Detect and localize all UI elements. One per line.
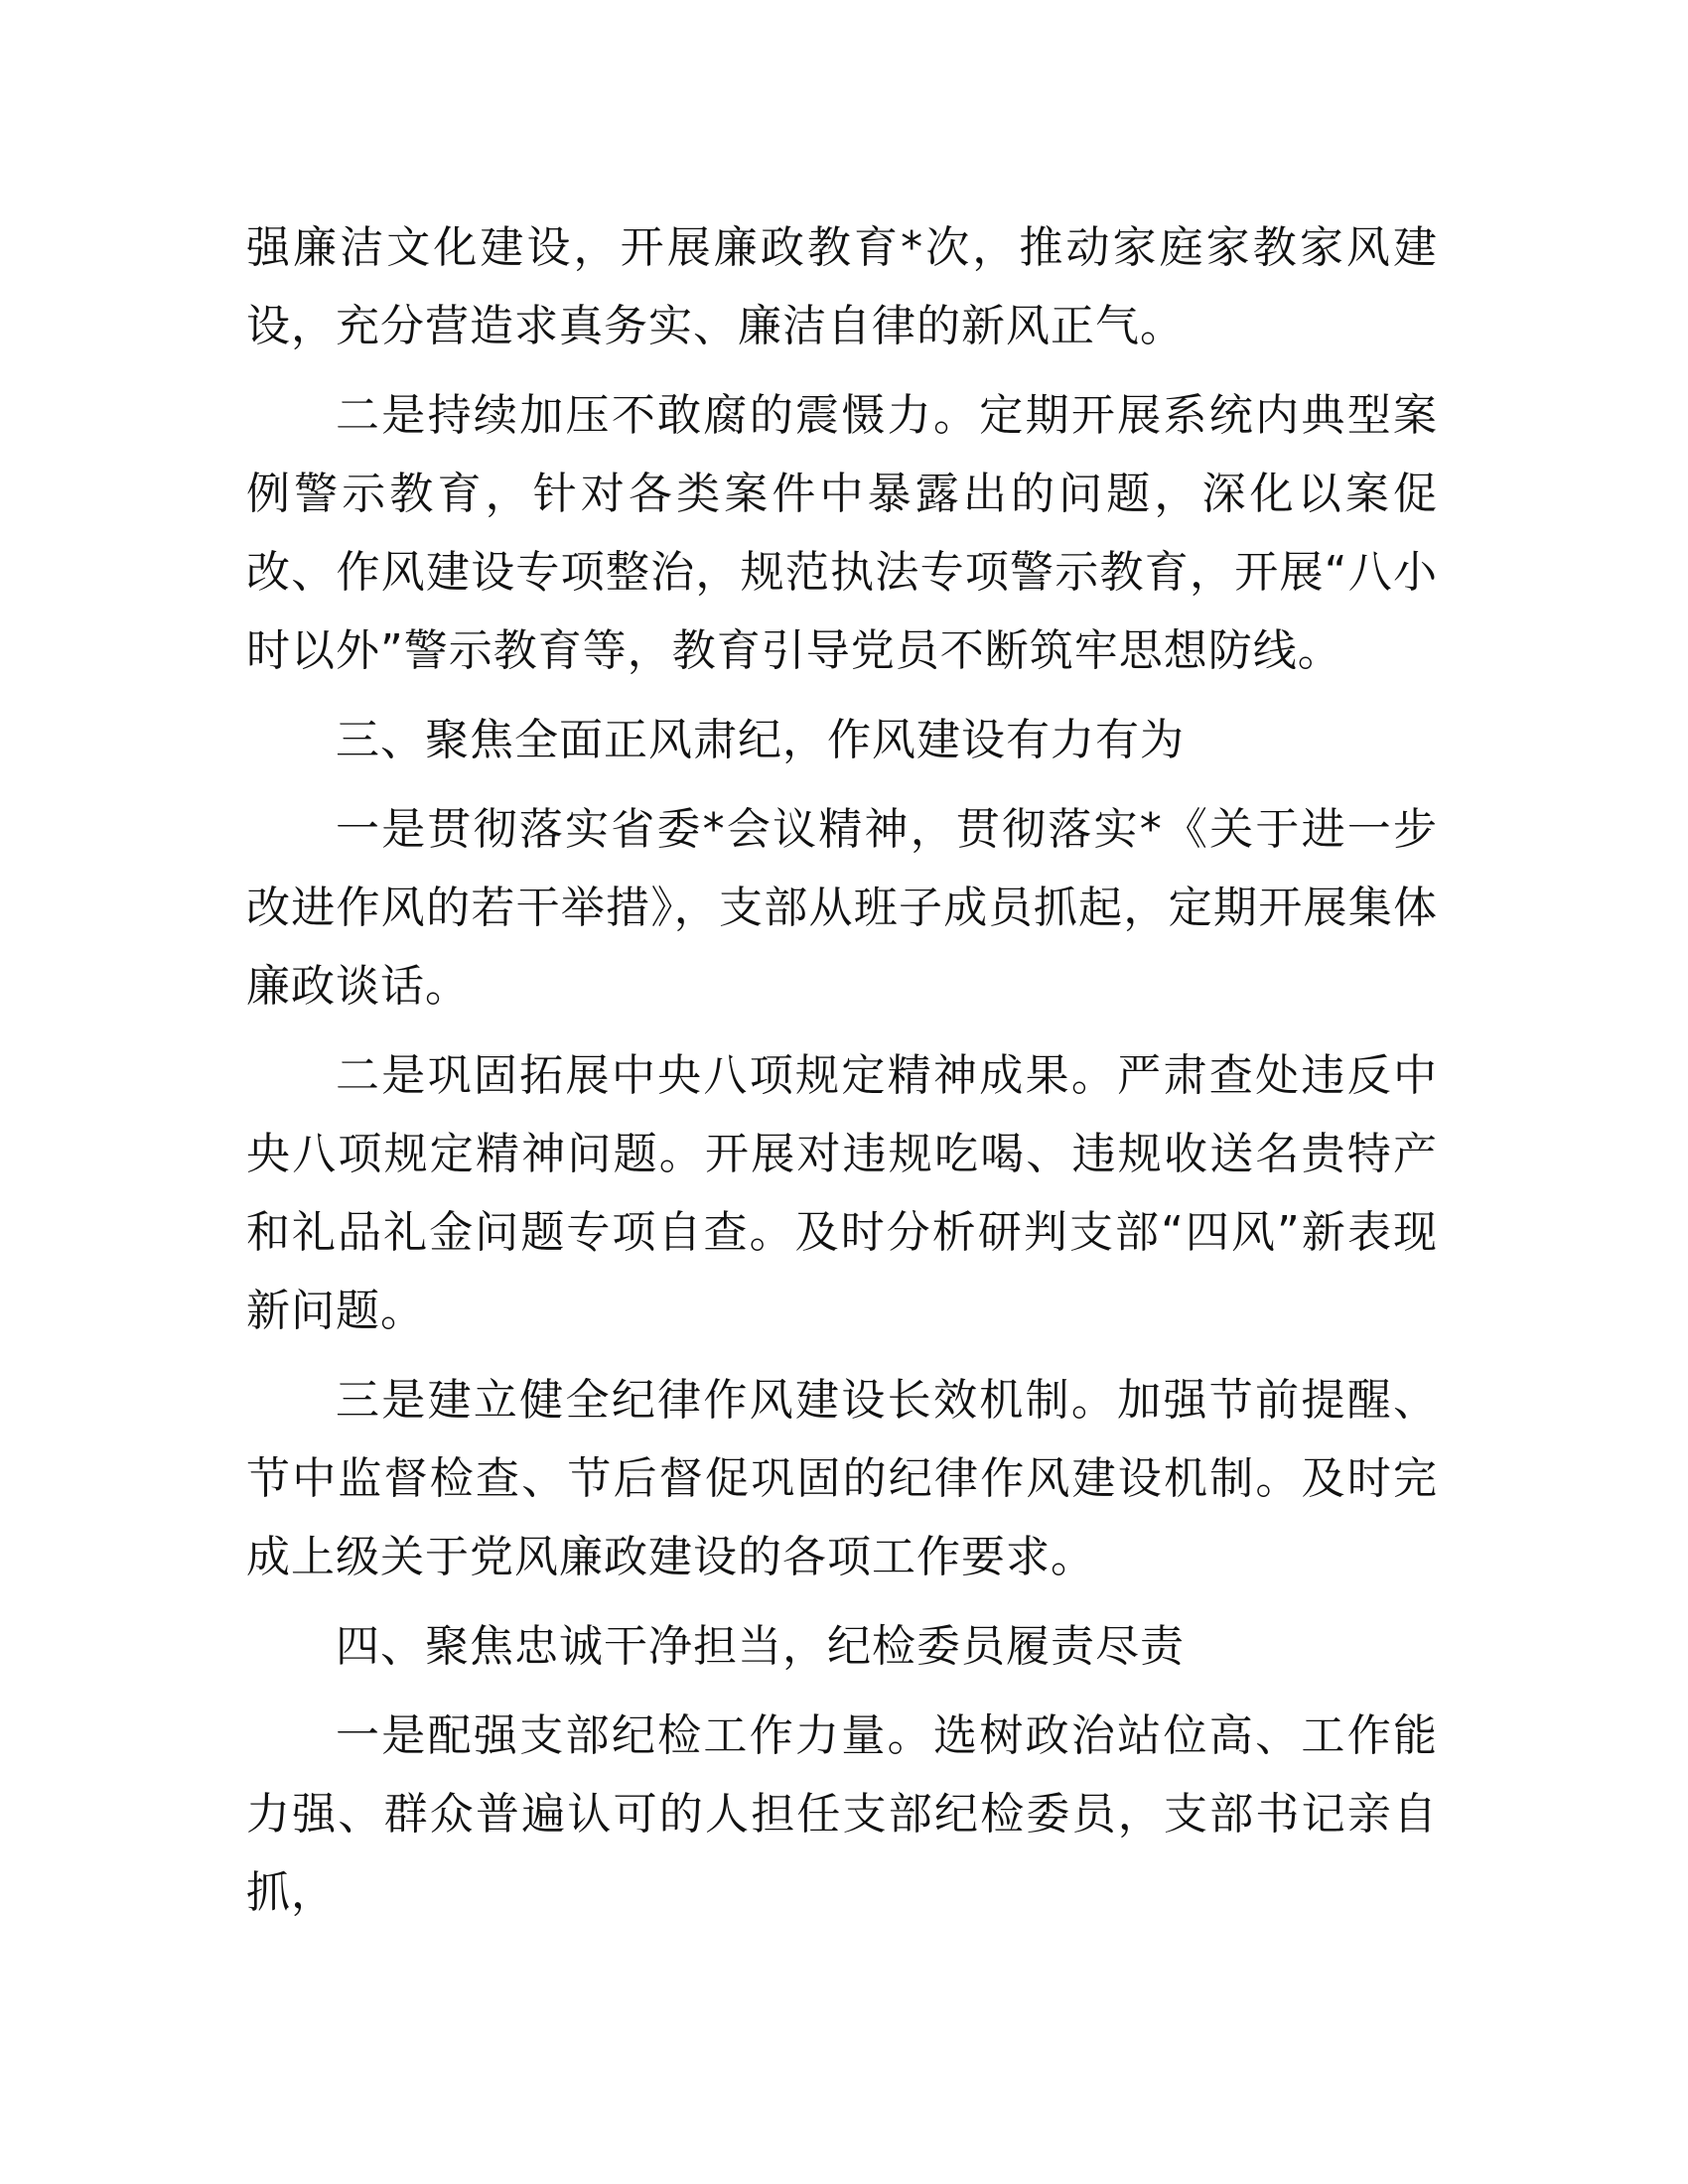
paragraph-continuation: 强廉洁文化建设，开展廉政教育*次，推动家庭家教家风建设，充分营造求真务实、廉洁自律的新风正气。 bbox=[246, 222, 1438, 351]
paragraph-item-1-implementation: 一是贯彻落实省委*会议精神，贯彻落实*《关于进一步改进作风的若干举措》，支部从班子成员抓起，定期开展集体廉政谈话。 bbox=[246, 804, 1438, 1012]
paragraph-item-2-eight-rules: 二是巩固拓展中央八项规定精神成果。严肃查处违反中央八项规定精神问题。开展对违规吃喝、违规收送名贵特产和礼品礼金问题专项自查。及时分析研判支部“四风”新表现新问题。 bbox=[246, 1050, 1438, 1336]
section-heading-3: 三、聚焦全面正风肃纪，作风建设有力有为 bbox=[336, 715, 1185, 765]
paragraph-item-1-discipline-staff: 一是配强支部纪检工作力量。选树政治站位高、工作能力强、群众普遍认可的人担任支部纪检委员，支部书记亲自抓， bbox=[246, 1710, 1438, 1918]
document-body bbox=[246, 208, 1438, 1943]
paragraph-item-2-deterrence: 二是持续加压不敢腐的震慑力。定期开展系统内典型案例警示教育，针对各类案件中暴露出的问题，深化以案促改、作风建设专项整治，规范执法专项警示教育，开展“八小时以外”警示教育等，教育引导党员不断筑牢思想防线。 bbox=[246, 390, 1438, 676]
section-heading-4: 四、聚焦忠诚干净担当，纪检委员履责尽责 bbox=[336, 1621, 1185, 1672]
paragraph-item-3-mechanism: 三是建立健全纪律作风建设长效机制。加强节前提醒、节中监督检查、节后督促巩固的纪律作风建设机制。及时完成上级关于党风廉政建设的各项工作要求。 bbox=[246, 1375, 1438, 1582]
